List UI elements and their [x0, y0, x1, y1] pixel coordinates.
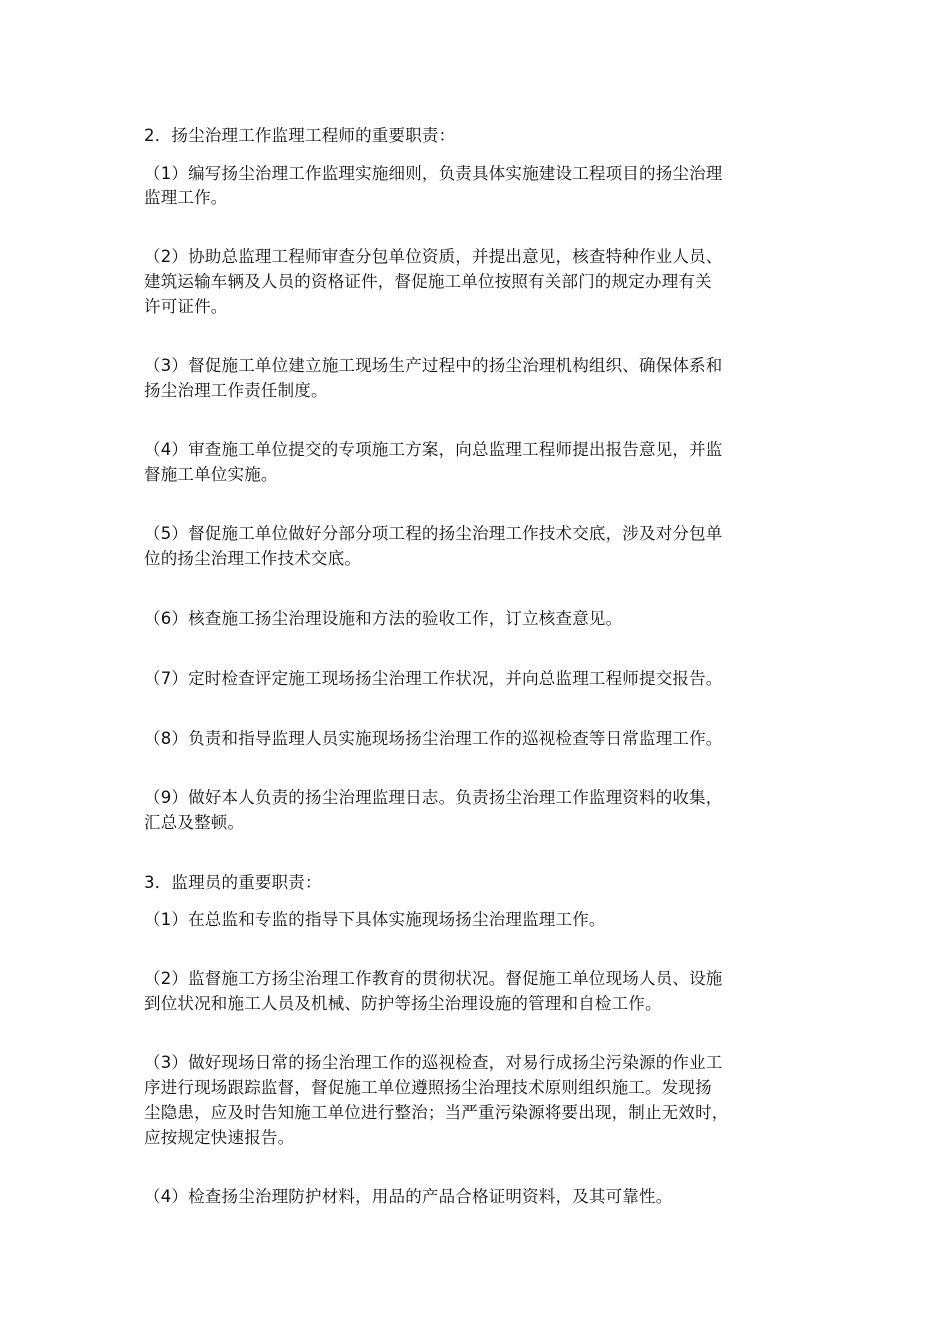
paragraph-line: 序进行现场跟踪监督，督促施工单位遵照扬尘治理技术原则组织施工。发现扬 — [144, 1078, 712, 1097]
paragraph-line: （8）负责和指导监理人员实施现场扬尘治理工作的巡视检查等日常监理工作。 — [144, 729, 723, 748]
paragraph-line: （4）检查扬尘治理防护材料，用品的产品合格证明资料，及其可靠性。 — [144, 1187, 673, 1206]
paragraph-line: 尘隐患，应及时告知施工单位进行整治；当严重污染源将要出现，制止无效时， — [144, 1103, 729, 1122]
paragraph-line: 监理工作。 — [144, 188, 228, 207]
paragraph-line: （7）定时检查评定施工现场扬尘治理工作状况，并向总监理工程师提交报告。 — [144, 669, 723, 688]
paragraph-line: 位的扬尘治理工作技术交底。 — [144, 549, 362, 568]
paragraph-line: （1）在总监和专监的指导下具体实施现场扬尘治理监理工作。 — [144, 910, 606, 929]
paragraph-line: （2）协助总监理工程师审查分包单位资质，并提出意见，核查特种作业人员、 — [144, 247, 723, 266]
paragraph-line: （3）督促施工单位建立施工现场生产过程中的扬尘治理机构组织、确保体系和 — [144, 356, 723, 375]
paragraph-line: （4）审查施工单位提交的专项施工方案，向总监理工程师提出报告意见，并监 — [144, 440, 723, 459]
paragraph-line: 许可证件。 — [144, 297, 228, 316]
paragraph-line: 扬尘治理工作责任制度。 — [144, 381, 328, 400]
paragraph-line: 应按规定快速报告。 — [144, 1128, 295, 1147]
paragraph-line: （3）做好现场日常的扬尘治理工作的巡视检查，对易行成扬尘污染源的作业工 — [144, 1053, 723, 1072]
paragraph-line: （1）编写扬尘治理工作监理实施细则，负责具体实施建设工程项目的扬尘治理 — [144, 164, 723, 183]
paragraph-line: 汇总及整顿。 — [144, 813, 245, 832]
paragraph-line: （2）监督施工方扬尘治理工作教育的贯彻状况。督促施工单位现场人员、设施 — [144, 969, 723, 988]
section-heading-3: 3．监理员的重要职责： — [144, 873, 322, 892]
paragraph-line: （9）做好本人负责的扬尘治理监理日志。负责扬尘治理工作监理资料的收集， — [144, 788, 723, 807]
paragraph-line: （5）督促施工单位做好分部分项工程的扬尘治理工作技术交底，涉及对分包单 — [144, 524, 723, 543]
paragraph-line: 建筑运输车辆及人员的资格证件，督促施工单位按照有关部门的规定办理有关 — [144, 272, 712, 291]
paragraph-line: 督施工单位实施。 — [144, 465, 278, 484]
paragraph-line: 到位状况和施工人员及机械、防护等扬尘治理设施的管理和自检工作。 — [144, 994, 662, 1013]
paragraph-line: （6）核查施工扬尘治理设施和方法的验收工作，订立核查意见。 — [144, 609, 623, 628]
section-heading-2: 2．扬尘治理工作监理工程师的重要职责： — [144, 126, 456, 145]
